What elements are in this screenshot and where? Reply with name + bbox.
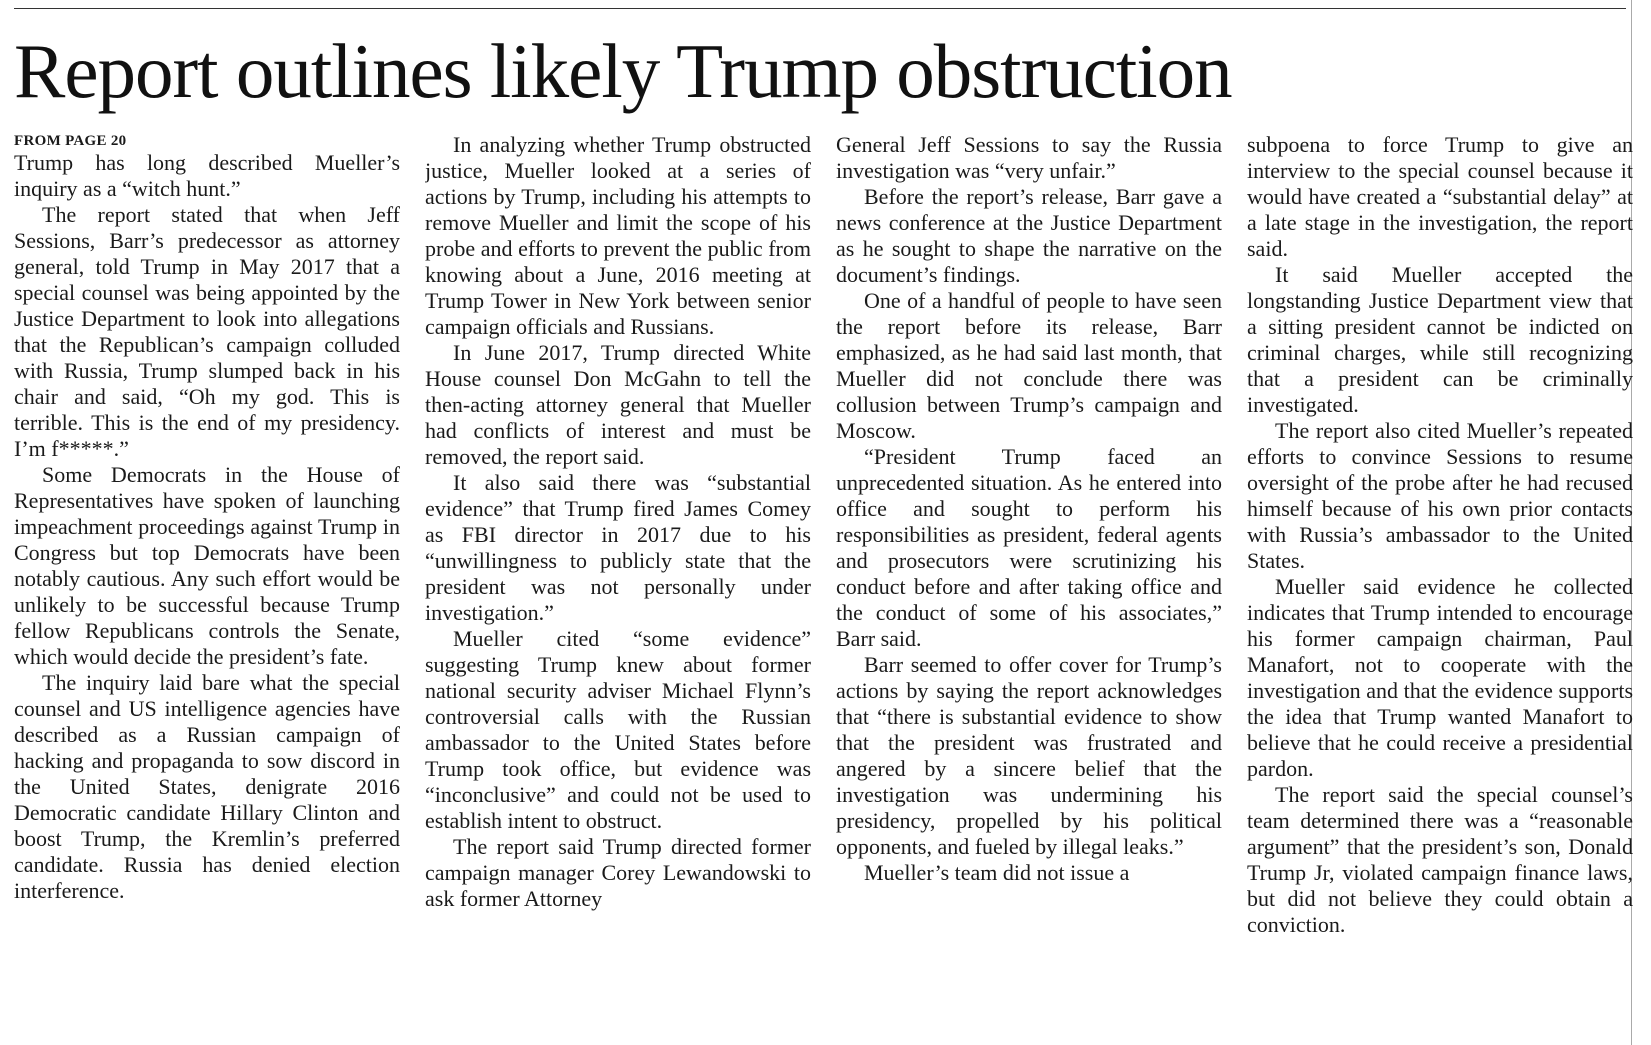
article-body: [14, 132, 1639, 1037]
paragraph: The report said Trump directed former campaign manager Corey Lewandowski to ask former Attorney: [425, 834, 811, 911]
dateline: FROM PAGE 20: [14, 133, 127, 149]
paragraph: Before the report’s release, Barr gave a news conference at the Justice Department as he sought to shape the narrative on the document’s findings.: [836, 184, 1222, 287]
paragraph: Barr seemed to offer cover for Trump’s actions by saying the report acknowledges that “there is substantial evidence to show that the president was frustrated and angered by a sincere belief that the investigation was undermining his presidency, propelled by his political opponents, and fueled by illegal leaks.”: [836, 652, 1222, 859]
paragraph: Mueller said evidence he collected indicates that Trump intended to encourage his former campaign chairman, Paul Manafort, not to cooperate with the investigation and that the evidence supports the idea that Trump wanted Manafort to believe that he could receive a presidential pardon.: [1247, 574, 1633, 781]
paragraph-continued: subpoena to force Trump to give an interview to the special counsel because it would have created a “substantial delay” at a late stage in the investigation, the report said.: [1247, 132, 1633, 261]
paragraph: Mueller cited “some evidence” suggesting Trump knew about former national security adviser Michael Flynn’s controversial calls with the Russian ambassador to the United States before Trump took office, but evidence was “inconclusive” and could not be used to establish intent to obstruct.: [425, 626, 811, 833]
paragraph: The report said the special counsel’s team determined there was a “reasonable argument” that the president’s son, Donald Trump Jr, violated campaign finance laws, but did not believe they could obtain a conviction.: [1247, 782, 1633, 937]
paragraph: The inquiry laid bare what the special counsel and US intelligence agencies have described as a Russian campaign of hacking and propaganda to sow discord in the United States, denigrate 2016 Democratic candidate Hillary Clinton and boost Trump, the Kremlin’s preferred candidate. Russia has denied election interference.: [14, 670, 400, 903]
column-3: [836, 132, 1222, 1037]
column-4: [1247, 132, 1633, 1037]
column-1: [14, 132, 400, 1037]
paragraph: Trump has long described Mueller’s inquiry as a “witch hunt.”: [14, 150, 400, 201]
paragraph: It said Mueller accepted the longstanding Justice Department view that a sitting president cannot be indicted on criminal charges, while still recognizing that a president can be criminally investigated.: [1247, 262, 1633, 417]
paragraph: “President Trump faced an unprecedented situation. As he entered into office and sought to perform his responsibilities as president, federal agents and prosecutors were scrutinizing his conduct before and after taking office and the conduct of some of his associates,” Barr said.: [836, 444, 1222, 651]
column-2: [425, 132, 811, 1037]
paragraph: Some Democrats in the House of Representatives have spoken of launching impeachment proceedings against Trump in Congress but top Democrats have been notably cautious. Any such effort would be unlikely to be successful because Trump fellow Republicans controls the Senate, which would decide the president’s fate.: [14, 462, 400, 669]
top-rule: [14, 8, 1626, 9]
paragraph: In analyzing whether Trump obstructed justice, Mueller looked at a series of actions by Trump, including his attempts to remove Mueller and limit the scope of his probe and efforts to prevent the public from knowing about a June, 2016 meeting at Trump Tower in New York between senior campaign officials and Russians.: [425, 132, 811, 339]
paragraph: One of a handful of people to have seen the report before its release, Barr emphasized, as he had said last month, that Mueller did not conclude there was collusion between Trump’s campaign and Moscow.: [836, 288, 1222, 443]
paragraph: The report stated that when Jeff Sessions, Barr’s predecessor as attorney general, told Trump in May 2017 that a special counsel was being appointed by the Justice Department to look into allegations that the Republican’s campaign colluded with Russia, Trump slumped back in his chair and said, “Oh my god. This is terrible. This is the end of my presidency. I’m f*****.”: [14, 202, 400, 461]
headline: Report outlines likely Trump obstruction: [14, 28, 1232, 114]
paragraph: The report also cited Mueller’s repeated efforts to convince Sessions to resume oversight of the probe after he had recused himself because of his own prior contacts with Russia’s ambassador to the United States.: [1247, 418, 1633, 573]
paragraph-continued: General Jeff Sessions to say the Russia investigation was “very unfair.”: [836, 132, 1222, 183]
paragraph: Mueller’s team did not issue a: [864, 860, 1130, 885]
paragraph: In June 2017, Trump directed White House counsel Don McGahn to tell the then-acting attorney general that Mueller had conflicts of interest and must be removed, the report said.: [425, 340, 811, 469]
paragraph: It also said there was “substantial evidence” that Trump fired James Comey as FBI director in 2017 due to his “unwillingness to publicly state that the president was not personally under investigation.”: [425, 470, 811, 625]
